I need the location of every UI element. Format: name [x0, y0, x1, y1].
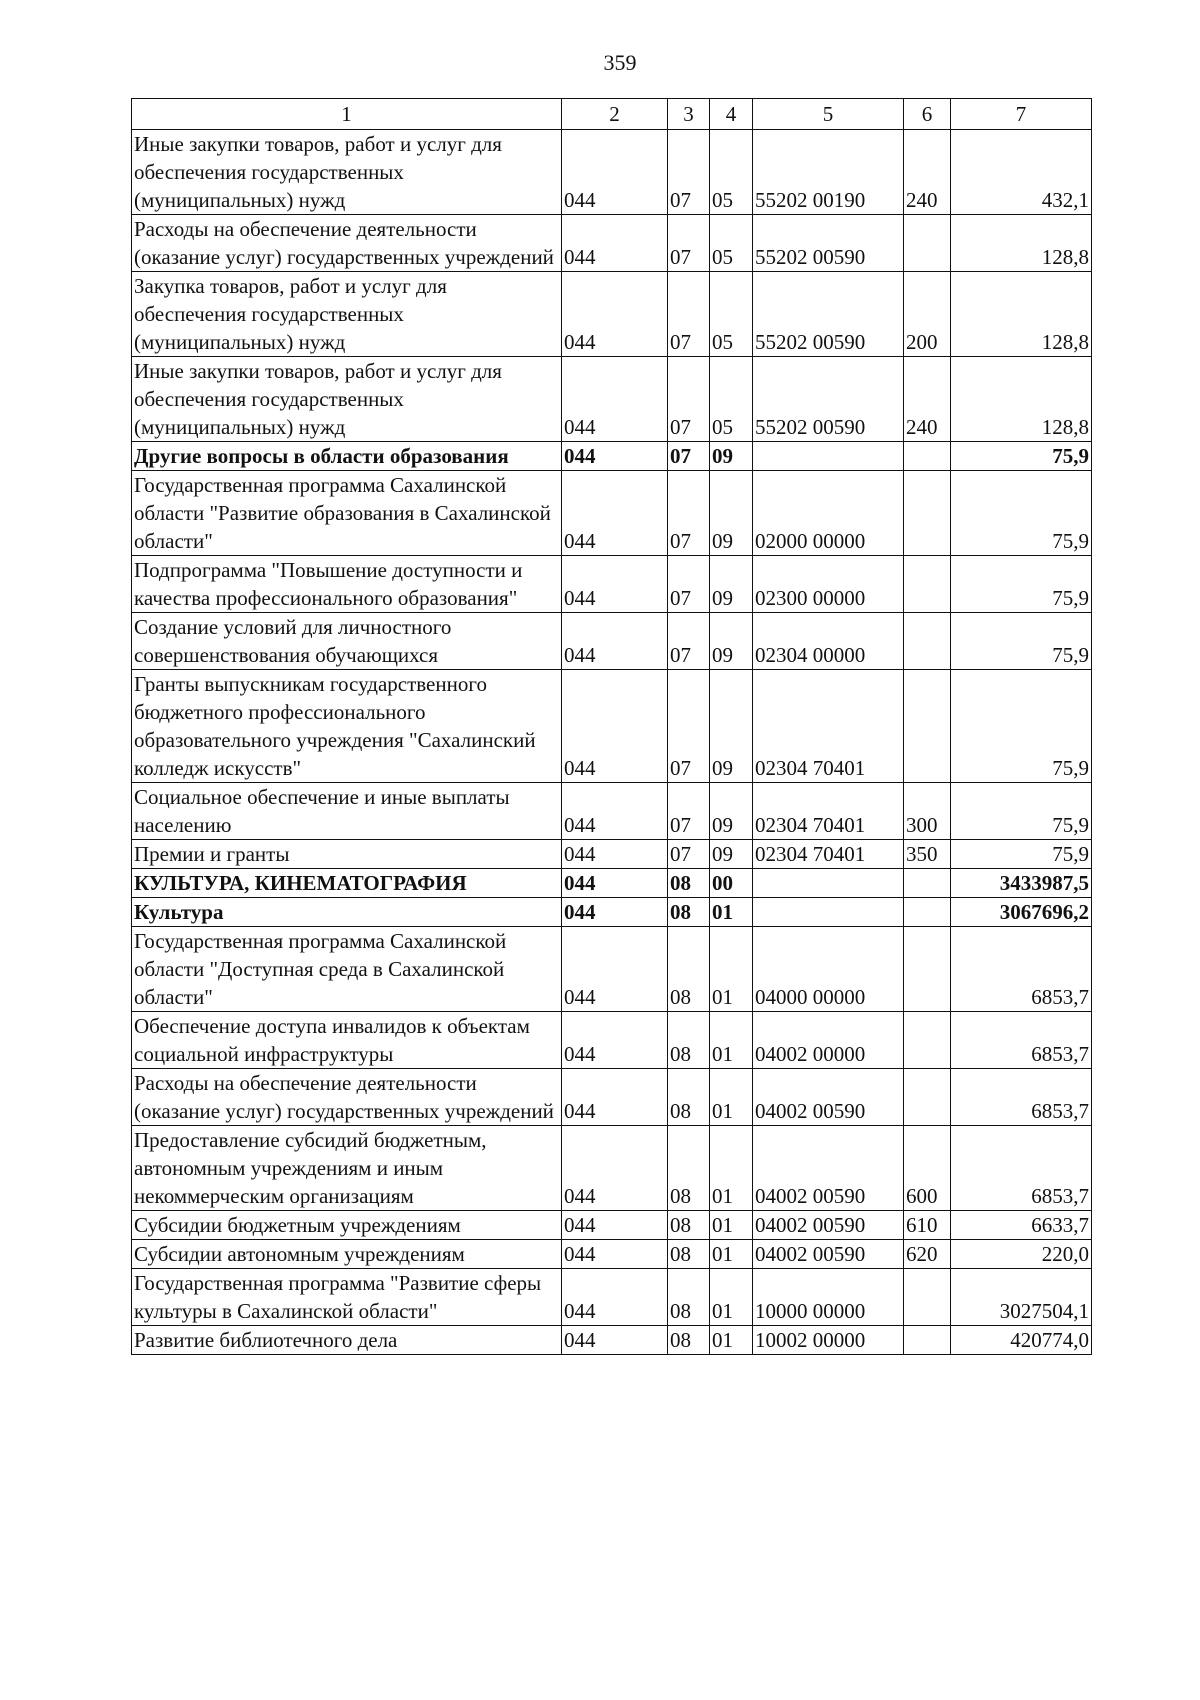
cell-target: 04002 00590: [753, 1126, 904, 1211]
cell-section: 08: [668, 1012, 710, 1069]
cell-amount: 6853,7: [951, 1012, 1092, 1069]
cell-subsection: 09: [710, 471, 753, 556]
cell-amount: 75,9: [951, 442, 1092, 471]
cell-code: 044: [562, 272, 668, 357]
cell-subsection: 01: [710, 1269, 753, 1326]
cell-target: 55202 00190: [753, 130, 904, 215]
cell-subsection: 09: [710, 442, 753, 471]
cell-type: [904, 471, 951, 556]
cell-section: 07: [668, 840, 710, 869]
table-row: [132, 613, 1092, 670]
cell-code: 044: [562, 471, 668, 556]
table-row: [132, 272, 1092, 357]
cell-amount: 432,1: [951, 130, 1092, 215]
cell-target: 02000 00000: [753, 471, 904, 556]
cell-amount: 128,8: [951, 272, 1092, 357]
cell-type: [904, 670, 951, 783]
row-name: Премии и гранты: [132, 840, 562, 869]
cell-type: 600: [904, 1126, 951, 1211]
cell-subsection: 09: [710, 840, 753, 869]
cell-target: [753, 442, 904, 471]
table-row: [132, 1240, 1092, 1269]
cell-amount: 75,9: [951, 840, 1092, 869]
cell-target: 55202 00590: [753, 357, 904, 442]
cell-target: 02300 00000: [753, 556, 904, 613]
table-row: [132, 783, 1092, 840]
cell-type: 200: [904, 272, 951, 357]
cell-code: 044: [562, 1126, 668, 1211]
cell-amount: 420774,0: [951, 1326, 1092, 1355]
header-col-6: 6: [904, 99, 951, 130]
page-number: 359: [603, 50, 637, 75]
cell-code: 044: [562, 442, 668, 471]
cell-code: 044: [562, 357, 668, 442]
table-row: [132, 670, 1092, 783]
cell-subsection: 01: [710, 898, 753, 927]
cell-target: 02304 00000: [753, 613, 904, 670]
cell-code: 044: [562, 1012, 668, 1069]
table-row: [132, 442, 1092, 471]
cell-code: 044: [562, 130, 668, 215]
cell-subsection: 05: [710, 357, 753, 442]
cell-target: 04002 00590: [753, 1240, 904, 1269]
cell-section: 07: [668, 272, 710, 357]
cell-amount: 3067696,2: [951, 898, 1092, 927]
row-name: Обеспечение доступа инвалидов к объектам социальной инфраструктуры: [132, 1012, 562, 1069]
table-row: [132, 1012, 1092, 1069]
header-col-3: 3: [668, 99, 710, 130]
row-name: Государственная программа Сахалинской области "Доступная среда в Сахалинской области": [132, 927, 562, 1012]
cell-amount: 75,9: [951, 670, 1092, 783]
cell-target: 55202 00590: [753, 215, 904, 272]
table-row: [132, 1126, 1092, 1211]
cell-section: 07: [668, 670, 710, 783]
cell-type: [904, 927, 951, 1012]
row-name: Субсидии бюджетным учреждениям: [132, 1211, 562, 1240]
row-name: Подпрограмма "Повышение доступности и качества профессионального образования": [132, 556, 562, 613]
cell-target: 02304 70401: [753, 783, 904, 840]
row-name: Гранты выпускникам государственного бюджетного профессионального образовательного учреждения "Сахалинский колледж искусств": [132, 670, 562, 783]
cell-section: 08: [668, 1240, 710, 1269]
table-row: [132, 556, 1092, 613]
cell-section: 07: [668, 357, 710, 442]
cell-code: 044: [562, 1240, 668, 1269]
cell-amount: 6853,7: [951, 927, 1092, 1012]
cell-amount: 3027504,1: [951, 1269, 1092, 1326]
cell-subsection: 01: [710, 1126, 753, 1211]
cell-type: [904, 869, 951, 898]
cell-target: 55202 00590: [753, 272, 904, 357]
row-name: Государственная программа "Развитие сферы культуры в Сахалинской области": [132, 1269, 562, 1326]
cell-type: [904, 898, 951, 927]
cell-target: 10000 00000: [753, 1269, 904, 1326]
row-name: Социальное обеспечение и иные выплаты населению: [132, 783, 562, 840]
header-col-1: 1: [132, 99, 562, 130]
table-row: [132, 840, 1092, 869]
cell-type: 350: [904, 840, 951, 869]
cell-amount: 6633,7: [951, 1211, 1092, 1240]
cell-target: [753, 898, 904, 927]
cell-subsection: 00: [710, 869, 753, 898]
cell-section: 08: [668, 927, 710, 1012]
cell-subsection: 05: [710, 215, 753, 272]
cell-subsection: 05: [710, 130, 753, 215]
cell-code: 044: [562, 1069, 668, 1126]
cell-section: 07: [668, 442, 710, 471]
cell-target: 04000 00000: [753, 927, 904, 1012]
table-row: [132, 357, 1092, 442]
cell-code: 044: [562, 1326, 668, 1355]
budget-table: [131, 98, 1092, 1355]
cell-section: 08: [668, 1126, 710, 1211]
row-name: Расходы на обеспечение деятельности (оказание услуг) государственных учреждений: [132, 1069, 562, 1126]
cell-code: 044: [562, 898, 668, 927]
cell-target: 04002 00590: [753, 1069, 904, 1126]
cell-subsection: 09: [710, 556, 753, 613]
cell-type: 240: [904, 130, 951, 215]
row-name: Расходы на обеспечение деятельности (оказание услуг) государственных учреждений: [132, 215, 562, 272]
row-name: Закупка товаров, работ и услуг для обеспечения государственных (муниципальных) нужд: [132, 272, 562, 357]
cell-amount: 3433987,5: [951, 869, 1092, 898]
header-row: [132, 99, 1092, 130]
cell-subsection: 01: [710, 1211, 753, 1240]
cell-type: [904, 1069, 951, 1126]
cell-target: 10002 00000: [753, 1326, 904, 1355]
cell-type: 620: [904, 1240, 951, 1269]
cell-section: 08: [668, 1326, 710, 1355]
cell-code: 044: [562, 670, 668, 783]
cell-section: 08: [668, 869, 710, 898]
cell-section: 07: [668, 471, 710, 556]
cell-code: 044: [562, 783, 668, 840]
cell-type: [904, 1269, 951, 1326]
cell-subsection: 09: [710, 613, 753, 670]
table-body: [132, 130, 1092, 1355]
cell-section: 08: [668, 898, 710, 927]
table-row: [132, 215, 1092, 272]
cell-type: [904, 215, 951, 272]
cell-target: 02304 70401: [753, 840, 904, 869]
header-col-7: 7: [951, 99, 1092, 130]
table-row: [132, 1326, 1092, 1355]
cell-subsection: 01: [710, 1012, 753, 1069]
table-row: [132, 471, 1092, 556]
cell-type: [904, 556, 951, 613]
table-row: [132, 1069, 1092, 1126]
cell-subsection: 01: [710, 927, 753, 1012]
table-row: [132, 130, 1092, 215]
cell-type: [904, 613, 951, 670]
cell-section: 07: [668, 556, 710, 613]
cell-amount: 128,8: [951, 357, 1092, 442]
row-name: КУЛЬТУРА, КИНЕМАТОГРАФИЯ: [132, 869, 562, 898]
cell-subsection: 09: [710, 783, 753, 840]
cell-target: [753, 869, 904, 898]
cell-type: [904, 442, 951, 471]
cell-section: 07: [668, 215, 710, 272]
cell-target: 04002 00000: [753, 1012, 904, 1069]
cell-amount: 6853,7: [951, 1126, 1092, 1211]
cell-section: 08: [668, 1211, 710, 1240]
table-row: [132, 869, 1092, 898]
cell-code: 044: [562, 556, 668, 613]
cell-amount: 75,9: [951, 613, 1092, 670]
table-row: [132, 1269, 1092, 1326]
cell-code: 044: [562, 1269, 668, 1326]
cell-amount: 75,9: [951, 783, 1092, 840]
cell-subsection: 09: [710, 670, 753, 783]
cell-code: 044: [562, 215, 668, 272]
table-row: [132, 898, 1092, 927]
header-col-2: 2: [562, 99, 668, 130]
cell-section: 07: [668, 613, 710, 670]
table-row: [132, 1211, 1092, 1240]
cell-target: 02304 70401: [753, 670, 904, 783]
cell-subsection: 05: [710, 272, 753, 357]
row-name: Предоставление субсидий бюджетным, автономным учреждениям и иным некоммерческим организациям: [132, 1126, 562, 1211]
row-name: Развитие библиотечного дела: [132, 1326, 562, 1355]
table-header: [132, 99, 1092, 130]
row-name: Иные закупки товаров, работ и услуг для обеспечения государственных (муниципальных) нужд: [132, 130, 562, 215]
row-name: Создание условий для личностного совершенствования обучающихся: [132, 613, 562, 670]
cell-code: 044: [562, 613, 668, 670]
cell-section: 07: [668, 130, 710, 215]
cell-code: 044: [562, 927, 668, 1012]
header-col-5: 5: [753, 99, 904, 130]
cell-amount: 6853,7: [951, 1069, 1092, 1126]
cell-amount: 220,0: [951, 1240, 1092, 1269]
row-name: Субсидии автономным учреждениям: [132, 1240, 562, 1269]
cell-type: [904, 1012, 951, 1069]
cell-code: 044: [562, 840, 668, 869]
cell-section: 08: [668, 1069, 710, 1126]
cell-amount: 75,9: [951, 556, 1092, 613]
table-row: [132, 927, 1092, 1012]
row-name: Иные закупки товаров, работ и услуг для обеспечения государственных (муниципальных) нужд: [132, 357, 562, 442]
cell-target: 04002 00590: [753, 1211, 904, 1240]
cell-code: 044: [562, 869, 668, 898]
cell-code: 044: [562, 1211, 668, 1240]
row-name: Другие вопросы в области образования: [132, 442, 562, 471]
cell-type: 300: [904, 783, 951, 840]
cell-type: 610: [904, 1211, 951, 1240]
row-name: Государственная программа Сахалинской области "Развитие образования в Сахалинской области": [132, 471, 562, 556]
header-col-4: 4: [710, 99, 753, 130]
cell-section: 07: [668, 783, 710, 840]
cell-subsection: 01: [710, 1326, 753, 1355]
cell-type: [904, 1326, 951, 1355]
row-name: Культура: [132, 898, 562, 927]
cell-amount: 75,9: [951, 471, 1092, 556]
cell-subsection: 01: [710, 1240, 753, 1269]
cell-section: 08: [668, 1269, 710, 1326]
cell-type: 240: [904, 357, 951, 442]
cell-amount: 128,8: [951, 215, 1092, 272]
cell-subsection: 01: [710, 1069, 753, 1126]
